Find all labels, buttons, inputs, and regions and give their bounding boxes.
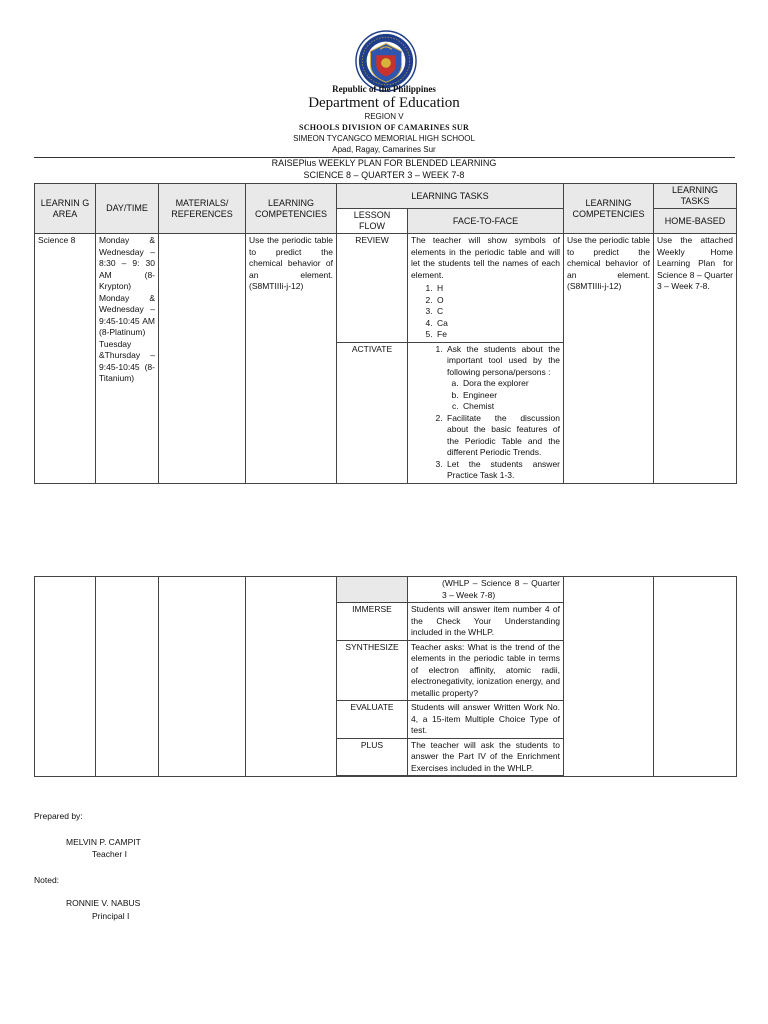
flow-evaluate: EVALUATE [337,701,408,739]
home-based-cell [654,577,737,777]
flow-immerse: IMMERSE [337,603,408,641]
subject-line: SCIENCE 8 – QUARTER 3 – WEEK 7-8 [303,170,465,180]
col-materials: MATERIALS/ REFERENCES [159,184,246,234]
day-time-cell: Monday & Wednesday – 8:30 – 9: 30 AM (8-Krypton) Monday & Wednesday – 9:45-10:45 AM (8-Platinum) Tuesday &Thursday – 9:45-10:45 (8-Titanium) [96,234,159,484]
col-competencies-2: LEARNING COMPETENCIES [564,184,654,234]
preparer-title: Teacher I [92,849,127,859]
spacer-cell [337,776,408,777]
competency-cell: Use the periodic table to predict the chemical behavior of an element. (S8MTIIIi-j-12) [246,234,337,484]
school-name: SIMEON TYCANGCO MEMORIAL HIGH SCHOOL [293,134,475,143]
synthesize-cell: Teacher asks: What is the trend of the elements in the periodic table in terms of electron affinity, atomic radii, electronegativity, ionization energy, and metallic property? [408,640,564,701]
col-home-based: HOME-BASED [654,209,737,234]
review-cell [408,234,564,343]
flow-activate-continued [337,577,408,603]
plan-title: RAISEPlus WEEKLY PLAN FOR BLENDED LEARNING [271,158,497,168]
deped-seal-icon [355,30,417,92]
flow-synthesize: SYNTHESIZE [337,640,408,701]
col-learning-tasks: LEARNING TASKS [337,184,564,209]
competency-cell-2 [564,577,654,777]
persona-item: a. Dora the explorer [461,378,560,390]
department-title: Department of Education [308,95,460,111]
noter-title: Principal I [92,911,130,921]
flow-plus: PLUS [337,738,408,776]
learning-area-cell: Science 8 [35,234,96,484]
day-time-cell [96,577,159,777]
persona-item: c. Chemist [461,401,560,413]
plus-cell: The teacher will ask the students to answer the Part IV of the Enrichment Exercises included in the WHLP. [408,738,564,776]
competency-cell-2: Use the periodic table to predict the chemical behavior of an element. (S8MTIIIi-j-12) [564,234,654,484]
col-learning-area: LEARNIN G AREA [35,184,96,234]
learning-area-cell [35,577,96,777]
evaluate-cell: Students will answer Written Work No. 4, a 15-item Multiple Choice Type of test. [408,701,564,739]
school-address: Apad, Ragay, Camarines Sur [332,145,436,154]
activate-item: 3. Let the students answer Practice Task 1-3. [445,459,560,482]
col-competencies: LEARNING COMPETENCIES [246,184,337,234]
element-item: 4. Ca [435,318,560,330]
noter-name: RONNIE V. NABUS [66,898,141,908]
flow-activate: ACTIVATE [337,342,408,483]
activate-list [411,344,560,482]
col-face-to-face: FACE-TO-FACE [408,209,564,234]
col-learning-tasks-2: LEARNING TASKS [654,184,737,209]
region-label: REGION V [364,112,404,121]
materials-cell [159,234,246,484]
element-item: 5. Fe [435,329,560,341]
persona-item: b. Engineer [461,390,560,402]
activate-continued-text: (WHLP – Science 8 – Quarter 3 – Week 7-8) [408,577,564,603]
weekly-plan-table-continued [34,576,737,777]
flow-review: REVIEW [337,234,408,343]
activate-item-text: Ask the students about the important tool used by the following persona/persons : [447,343,561,377]
materials-cell [159,577,246,777]
immerse-cell: Students will answer item number 4 of the Check Your Understanding included in the WHLP. [408,603,564,641]
prepared-by-label: Prepared by: [34,811,83,821]
republic-label: Republic of the Philippines [332,84,436,94]
element-item: 1. H [435,283,560,295]
spacer-cell [408,776,564,777]
review-text: The teacher will show symbols of elements in the periodic table and will let the students tell the names of each element. [411,235,561,280]
noted-label: Noted: [34,875,60,885]
preparer-name: MELVIN P. CAMPIT [66,837,141,847]
division-label: SCHOOLS DIVISION OF CAMARINES SUR [298,123,470,132]
element-list [411,283,560,341]
home-based-cell: Use the attached Weekly Home Learning Plan for Science 8 – Quarter 3 – Week 7-8. [654,234,737,484]
activate-item: 2. Facilitate the discussion about the basic features of the Periodic Table and the different Periodic Trends. [445,413,560,459]
competency-cell [246,577,337,777]
activate-cell [408,342,564,483]
weekly-plan-table [34,183,737,484]
col-lesson-flow: LESSON FLOW [337,209,408,234]
persona-list [447,378,560,413]
element-item: 3. C [435,306,560,318]
col-day-time: DAY/TIME [96,184,159,234]
activate-item [445,344,560,413]
element-item: 2. O [435,295,560,307]
